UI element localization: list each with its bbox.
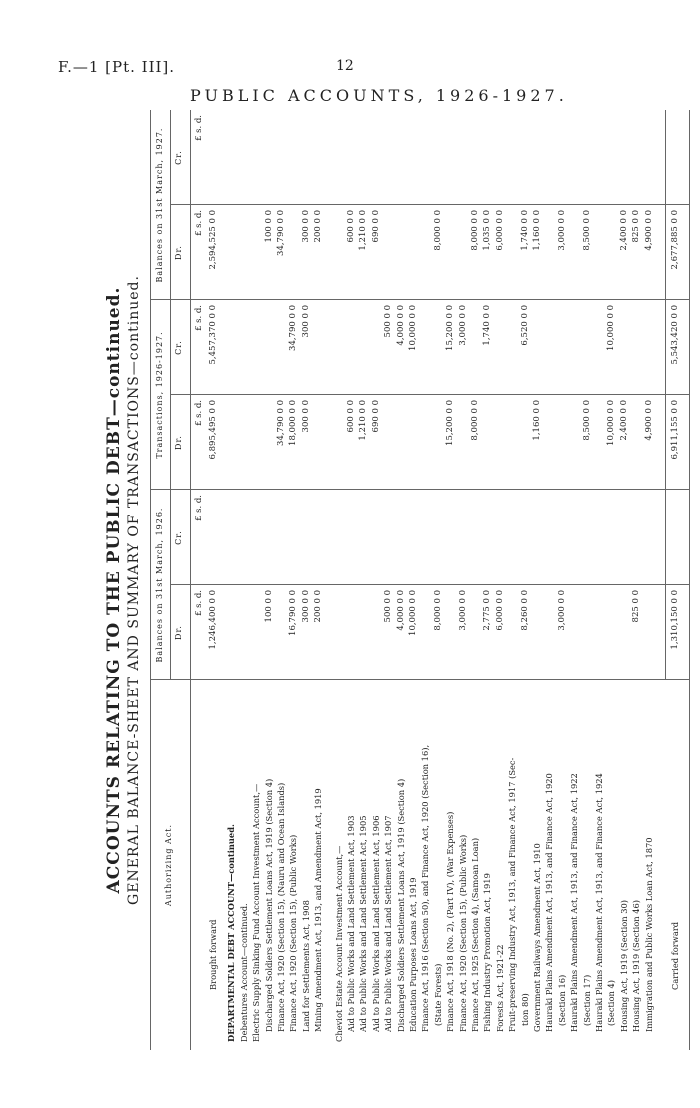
- amount-tcr: 6,520 0 0: [519, 305, 530, 346]
- row-label: Land for Settlements Act, 1908: [300, 900, 311, 1032]
- row-label: Aid to Public Works and Land Settlement Act, 1906: [370, 815, 381, 1032]
- amount-b27dr: 6,000 0 0: [494, 210, 505, 251]
- units-label: £ s. d.: [194, 115, 204, 142]
- col-header-bal-1927: Balances on 31st March, 1927.: [155, 127, 164, 283]
- col-cr-label: Cr.: [174, 340, 183, 355]
- row-label: Discharged Soldiers Settlement Loans Act, 1919 (Section 4): [395, 778, 406, 1032]
- amount-b26dr: 100 0 0: [263, 590, 274, 623]
- col-header-transactions: Transactions, 1926-1927.: [155, 331, 164, 459]
- row-label: Housing Act, 1919 (Section 46): [631, 899, 642, 1032]
- accounts-subtitle: GENERAL BALANCE-SHEET AND SUMMARY OF TRANSACTIONS—continued.: [126, 275, 142, 905]
- units-label: £ s. d.: [194, 400, 204, 427]
- units-label: £ s. d.: [194, 210, 204, 237]
- amount-b27dr: 200 0 0: [313, 210, 324, 243]
- amount-b26dr: 8,000 0 0: [432, 590, 443, 631]
- amount-tdr: 34,790 0 0: [276, 400, 286, 446]
- amount-tdr: 15,200 0 0: [445, 400, 456, 446]
- row-label: DEPARTMENTAL DEBT ACCOUNT—continued.: [226, 824, 237, 1042]
- rotated-table-area: [100, 70, 700, 1070]
- col-cr-label: Cr.: [174, 150, 183, 165]
- amount-b27dr: 1,210 0 0: [358, 210, 369, 251]
- amount-b27dr: 1,740 0 0: [519, 210, 530, 251]
- page-code: F.—1 [Pt. III].: [58, 58, 176, 76]
- amount-b26dr: 3,000 0 0: [457, 590, 468, 631]
- row-label: Finance Act, 1920 (Section 15), (Public Works): [288, 834, 299, 1032]
- amount-tcr: 4,000 0 0: [395, 305, 406, 346]
- amount-tdr: 690 0 0: [370, 400, 381, 433]
- col-dr-label: Dr.: [174, 435, 183, 450]
- amount-b27dr: 300 0 0: [300, 210, 311, 243]
- amount-b26dr: 6,000 0 0: [494, 590, 505, 631]
- amount-b26dr: 2,775 0 0: [482, 590, 493, 631]
- table-top-rule: [150, 110, 151, 1050]
- subheader-rule: [170, 110, 171, 680]
- row-label: Education Purposes Loans Act, 1919: [408, 877, 418, 1032]
- units-label: £ s. d.: [194, 590, 204, 617]
- balance-sheet-table: [150, 110, 690, 1050]
- row-label: Cheviot Estate Account Investment Account,—: [333, 845, 344, 1042]
- row-label: Aid to Public Works and Land Settlement Act, 1905: [358, 815, 369, 1032]
- col-dr-label: Dr.: [174, 245, 183, 260]
- amount-b26dr: 16,790 0 0: [288, 590, 299, 636]
- amount-b26dr: 500 0 0: [383, 590, 394, 623]
- row-label: Government Railways Amendment Act, 1910: [532, 843, 542, 1032]
- row-label: (Section 17): [581, 974, 592, 1026]
- amount-tdr: 8,000 0 0: [470, 400, 480, 441]
- row-label: Forests Act, 1921-22: [494, 944, 505, 1032]
- row-label: Finance Act, 1920 (Section 15), (Public Works): [457, 834, 468, 1032]
- row-label: Discharged Soldiers Settlement Loans Act, 1919 (Section 4): [263, 778, 274, 1032]
- amount-tcr: 15,200 0 0: [445, 305, 456, 351]
- amount-b27dr: 8,000 0 0: [432, 210, 443, 251]
- row-label: Hauraki Plains Amendment Act, 1913, and Finance Act, 1920: [544, 773, 555, 1032]
- row-label: Housing Act, 1919 (Section 30): [618, 899, 629, 1032]
- amount-tdr: 6,895,495 0 0: [208, 400, 218, 460]
- amount-b27dr: 34,790 0 0: [276, 210, 286, 256]
- amount-tdr: 4,900 0 0: [643, 400, 654, 441]
- amount-b27dr: 825 0 0: [631, 210, 642, 243]
- amount-b27dr: 4,900 0 0: [643, 210, 654, 251]
- amount-b26dr: 825 0 0: [631, 590, 642, 623]
- row-label: Finance Act, 1920 (Section 15), (Nauru and Ocean Islands): [276, 782, 286, 1032]
- amount-b27dr: 1,160 0 0: [532, 210, 542, 251]
- row-label: Finance Act, 1916 (Section 50), and Finance Act, 1920 (Section 16),: [420, 744, 431, 1032]
- amount-b26dr: 1,246,400 0 0: [208, 590, 218, 650]
- amount-tdr: 8,500 0 0: [581, 400, 592, 441]
- col-cr-label: Cr.: [174, 530, 183, 545]
- amount-tcr: 500 0 0: [383, 305, 394, 338]
- amount-tdr: 300 0 0: [300, 400, 311, 433]
- col-dr-label: Dr.: [174, 625, 183, 640]
- amount-tcr: 3,000 0 0: [457, 305, 468, 346]
- amount-tdr: 600 0 0: [346, 400, 356, 433]
- amount-b27dr: 2,594,525 0 0: [208, 210, 218, 270]
- row-label: Mining Amendment Act, 1913, and Amendment Act, 1919: [313, 788, 324, 1032]
- amount-tdr: 6,911,155 0 0: [670, 400, 680, 460]
- row-label: (Section 4): [606, 980, 617, 1026]
- row-label: Finance Act, 1918 (No. 2), (Part IV), (War Expenses): [445, 811, 456, 1032]
- row-label: Debentures Account—continued.: [238, 903, 249, 1042]
- row-label: Fruit-preserving Industry Act, 1913, and Finance Act, 1917 (Sec-: [507, 757, 518, 1032]
- amount-b27dr: 100 0 0: [263, 210, 274, 243]
- amount-b26dr: 10,000 0 0: [408, 590, 418, 636]
- units-label: £ s. d.: [194, 495, 204, 522]
- col-header-bal-1926: Balances on 31st March, 1926.: [155, 507, 164, 663]
- row-label: Immigration and Public Works Loan Act, 1870: [643, 837, 654, 1032]
- col-rule: [150, 679, 690, 680]
- amount-tdr: 10,000 0 0: [606, 400, 617, 446]
- row-label: Finance Act, 1925 (Section 4), (Samoan Loan): [470, 837, 480, 1032]
- row-label: Brought forward: [208, 919, 218, 990]
- amount-tcr: 5,457,370 0 0: [208, 305, 218, 365]
- amount-b27dr: 2,677,885 0 0: [670, 210, 680, 270]
- amount-tdr: 1,210 0 0: [358, 400, 369, 441]
- amount-tdr: 18,000 0 0: [288, 400, 299, 446]
- amount-b27dr: 3,000 0 0: [556, 210, 567, 251]
- amount-tcr: 1,740 0 0: [482, 305, 493, 346]
- amount-tcr: 300 0 0: [300, 305, 311, 338]
- col-rule: [170, 204, 690, 205]
- amount-tcr: 34,790 0 0: [288, 305, 299, 351]
- amount-b26dr: 1,310,150 0 0: [670, 590, 680, 650]
- amount-b27dr: 600 0 0: [346, 210, 356, 243]
- amount-b27dr: 2,400 0 0: [618, 210, 629, 251]
- table-bottom-rule: [689, 110, 690, 1050]
- amount-b27dr: 1,035 0 0: [482, 210, 493, 251]
- units-label: £ s. d.: [194, 305, 204, 332]
- row-label: Fishing Industry Promotion Act, 1919: [482, 873, 493, 1032]
- row-label: Electric Supply Sinking Fund Account Investment Account,—: [251, 783, 262, 1042]
- row-label: (State Forests): [432, 963, 443, 1026]
- row-label: Hauraki Plains Amendment Act, 1913, and Finance Act, 1922: [569, 773, 580, 1032]
- amount-tcr: 10,000 0 0: [408, 305, 418, 351]
- row-label: tion 80): [519, 993, 530, 1026]
- amount-b27dr: 8,000 0 0: [470, 210, 480, 251]
- amount-b26dr: 4,000 0 0: [395, 590, 406, 631]
- amount-b26dr: 200 0 0: [313, 590, 324, 623]
- row-label: Hauraki Plains Amendment Act, 1913, and Finance Act, 1924: [594, 773, 604, 1032]
- row-label: Aid to Public Works and Land Settlement Act, 1907: [383, 815, 394, 1032]
- amount-tdr: 2,400 0 0: [618, 400, 629, 441]
- page-number: 12: [336, 58, 354, 74]
- amount-tcr: 5,543,420 0 0: [670, 305, 680, 365]
- row-label: Aid to Public Works and Land Settlement Act, 1903: [346, 815, 356, 1032]
- col-rule: [170, 584, 690, 585]
- amount-b26dr: 8,260 0 0: [519, 590, 530, 631]
- amount-b26dr: 3,000 0 0: [556, 590, 567, 631]
- row-label: (Section 16): [556, 974, 567, 1026]
- header-rule: [190, 110, 191, 1050]
- amount-tdr: 1,160 0 0: [532, 400, 542, 441]
- col-rule: [150, 299, 690, 300]
- row-label: Carried forward: [670, 921, 680, 990]
- amount-b26dr: 300 0 0: [300, 590, 311, 623]
- page-title: PUBLIC ACCOUNTS, 1926-1927.: [190, 86, 568, 105]
- amount-b27dr: 8,500 0 0: [581, 210, 592, 251]
- amount-b27dr: 690 0 0: [370, 210, 381, 243]
- col-header-authorizing: Authorizing Act.: [164, 823, 173, 907]
- accounts-title: ACCOUNTS RELATING TO THE PUBLIC DEBT—continued.: [104, 286, 124, 894]
- total-rule: [665, 110, 666, 680]
- amount-tcr: 10,000 0 0: [606, 305, 617, 351]
